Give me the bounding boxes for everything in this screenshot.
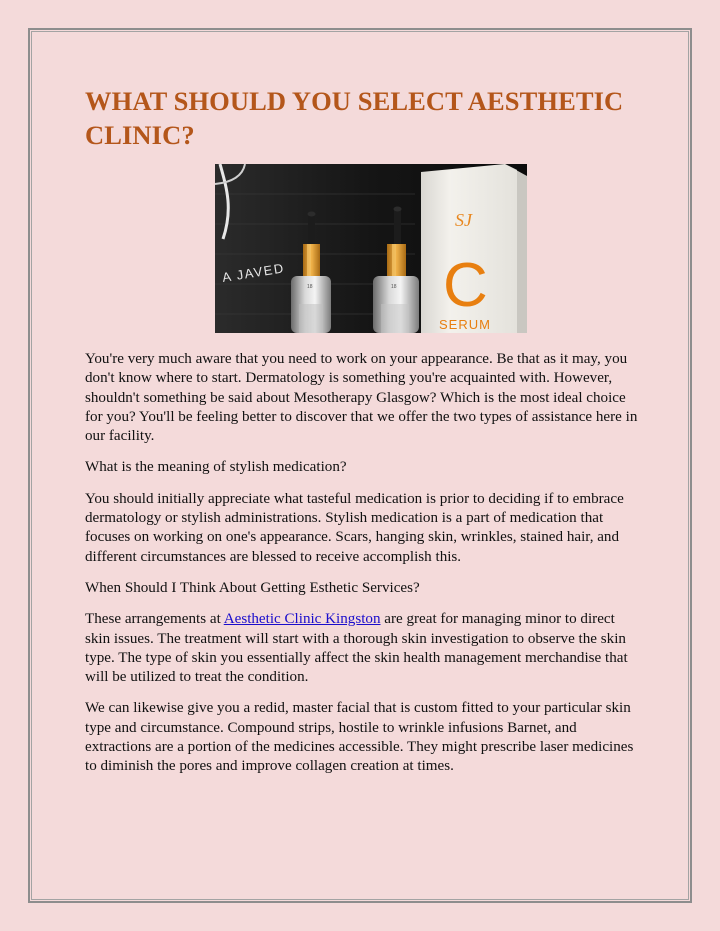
paragraph-facial: We can likewise give you a redid, master facial that is custom fitted to your particular skin type and circumstance. Compound strips, hostile to wrinkle infusions Barnet, and extractions are a portion of the medicines accessible. They might prescribe laser medicines to diminish the pores and improve collagen creation at times. xyxy=(85,700,634,775)
serum-box-text: SERUM xyxy=(439,317,491,332)
vitamin-c-letter: C xyxy=(443,251,488,320)
paragraph-arrangements-end: are great for managing minor to direct skin issues. The treatment will start with a thorough skin investigation to observe the skin type. The type of skin you essentially affect the skin health management merchandise that will be utilized to treat the condition. xyxy=(85,611,628,686)
paragraph-tasteful-medication: You should initially appreciate what tasteful medication is prior to deciding if to embrace dermatology or stylish administrations. Stylish medication is a part of medication that focuses on working on one's appearance. Scars, hanging skin, wrinkles, stained hair, and different circumstances are blessed to receive accomplish this. xyxy=(85,490,624,565)
subheading-esthetic-services: When Should I Think About Getting Esthetic Services? xyxy=(85,579,420,596)
paragraph-intro: You're very much aware that you need to work on your appearance. Be that as it may, you don't know where to start. Dermatology is something you're acquainted with. However, shouldn't something be said about Mesotherapy Glasgow? Which is the most ideal choice for you? You'll be feeling better to discover that we offer the two types of assistance here in our facility. xyxy=(85,351,638,445)
svg-text:18: 18 xyxy=(307,284,313,290)
serum-box xyxy=(421,164,527,333)
article-body xyxy=(85,350,641,789)
article-title: WHAT SHOULD YOU SELECT AESTHETIC CLINIC? xyxy=(85,86,624,150)
aesthetic-clinic-kingston-link[interactable]: Aesthetic Clinic Kingston xyxy=(223,611,381,628)
serum-bottles-illustration xyxy=(215,164,527,333)
box-logo-text: SJ xyxy=(455,210,472,230)
paragraph-arrangements xyxy=(85,610,641,687)
brand-text: A JAVED xyxy=(221,260,286,285)
subheading-stylish-medication: What is the meaning of stylish medication? xyxy=(85,459,347,476)
svg-text:18: 18 xyxy=(391,284,397,290)
paragraph-arrangements-start: These arrangements at xyxy=(85,611,224,628)
serum-product-photo xyxy=(215,164,527,333)
